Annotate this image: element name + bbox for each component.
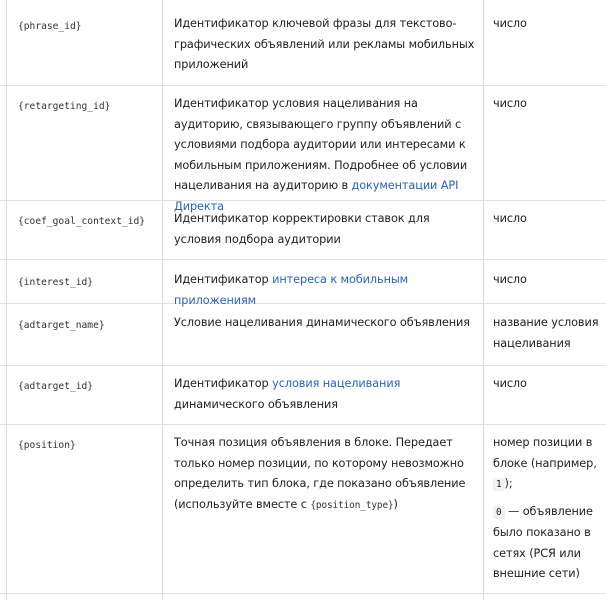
description-text: Точная позиция объявления в блоке. Передает только номер позиции, по которому невозможно определить тип блока, где показано объявление (используйте вместе с <box>174 436 466 511</box>
row-divider <box>0 85 606 86</box>
type-text: ); <box>504 477 513 490</box>
row-divider <box>0 365 606 366</box>
type-paragraph <box>493 502 601 585</box>
param-type: число <box>493 17 527 30</box>
param-type <box>493 433 601 585</box>
table-border-left <box>6 0 7 600</box>
column-divider-1 <box>162 0 163 600</box>
param-description <box>174 374 479 415</box>
param-type: название условия нацеливания <box>493 316 599 350</box>
description-text: динамического объявления <box>174 397 338 411</box>
type-paragraph <box>493 433 601 496</box>
param-type: число <box>493 273 527 286</box>
inline-code: 1 <box>493 478 505 491</box>
inline-code: {position_type} <box>310 499 394 511</box>
param-name: {phrase_id} <box>18 21 82 32</box>
param-name: {coef_goal_context_id} <box>18 216 146 227</box>
type-text: — объявление было показано в сетях (РСЯ или внешние сети) <box>493 504 593 580</box>
param-description: Идентификатор корректировки ставок для условия подбора аудитории <box>174 212 430 246</box>
inline-code: 0 <box>493 506 505 519</box>
row-divider <box>0 259 606 260</box>
param-description <box>174 433 479 516</box>
param-type: число <box>493 377 527 390</box>
mobile-app-interest-link[interactable]: интереса к мобильным приложениям <box>174 273 409 307</box>
row-divider <box>0 424 606 425</box>
param-description <box>174 270 479 311</box>
param-description <box>174 94 479 217</box>
param-type: число <box>493 212 527 225</box>
description-text: ) <box>393 497 398 511</box>
description-text: Идентификатор <box>174 273 269 286</box>
row-divider <box>0 593 606 594</box>
param-name: {position} <box>18 440 76 451</box>
type-text: номер позиции в блоке (например, <box>493 436 597 470</box>
param-name: {retargeting_id} <box>18 101 111 112</box>
description-text: Идентификатор условия нацеливания на аудиторию, связывающего группу объявлений с условиями подбора аудитории или интересами к мобильным приложениям. Подробнее об условии нацеливания на аудиторию в <box>174 97 468 192</box>
param-description: Условие нацеливания динамического объявления <box>174 316 470 329</box>
param-name: {adtarget_id} <box>18 381 94 392</box>
targeting-condition-link[interactable]: условия нацеливания <box>272 377 401 390</box>
param-type: число <box>493 97 527 110</box>
param-name: {adtarget_name} <box>18 320 105 331</box>
api-docs-link[interactable]: документации API Директа <box>174 179 459 213</box>
description-text: Идентификатор <box>174 377 269 390</box>
param-name: {interest_id} <box>18 277 94 288</box>
param-description: Идентификатор ключевой фразы для текстово-графических объявлений или рекламы мобильных приложений <box>174 17 475 71</box>
column-divider-2 <box>483 0 484 600</box>
